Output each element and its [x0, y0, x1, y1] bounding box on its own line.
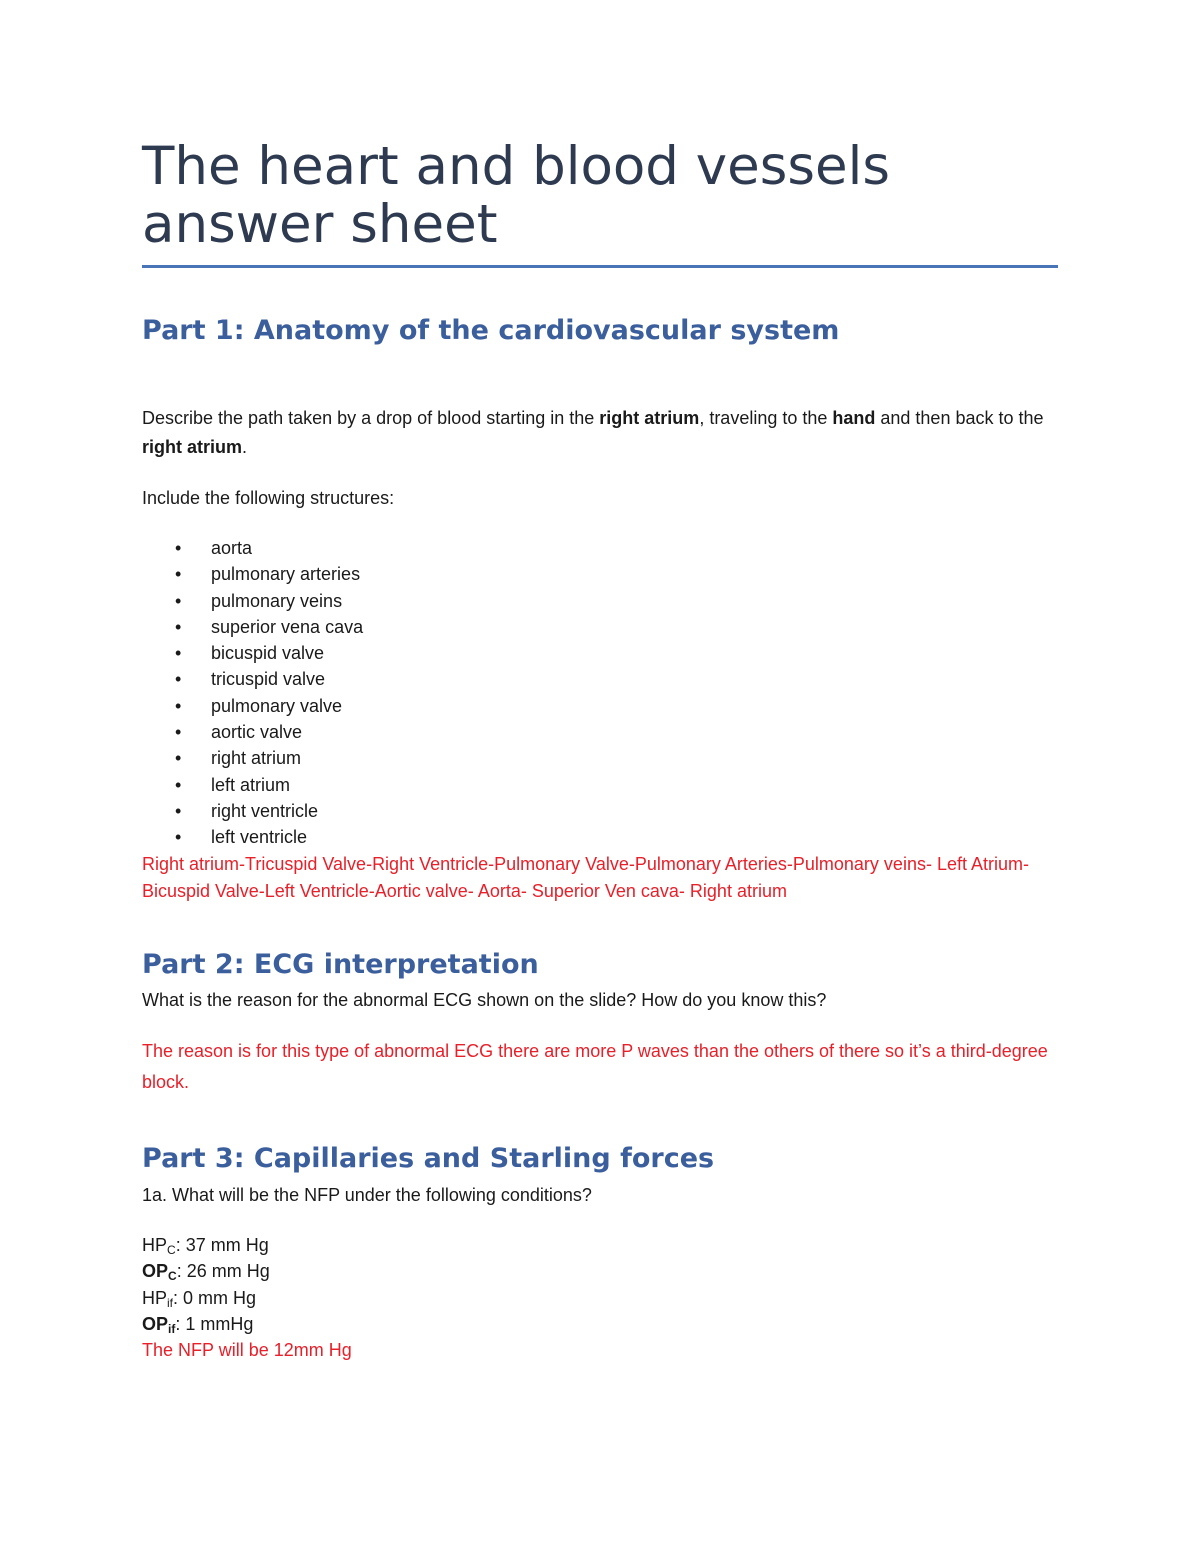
list-item [142, 745, 363, 771]
list-item [142, 561, 363, 587]
list-item [142, 772, 363, 798]
bullet-icon: • [175, 590, 182, 611]
bullet-icon: • [175, 538, 182, 558]
part3-answer: The NFP will be 12mm Hg [142, 1340, 352, 1360]
question-text: , traveling to the [699, 408, 833, 428]
condition-subscript: C [168, 1269, 177, 1283]
structure-label: pulmonary arteries [211, 564, 361, 585]
condition-value: : 0 mm Hg [173, 1288, 257, 1308]
part2-question: What is the reason for the abnormal ECG shown on the slide? How do you know this? [142, 990, 827, 1010]
bold-right-atrium: right atrium [142, 437, 243, 457]
condition-label: HP [142, 1288, 168, 1308]
condition-label: HP [142, 1235, 168, 1255]
structure-label: superior vena cava [211, 616, 364, 637]
list-item [142, 798, 363, 824]
list-item [142, 719, 363, 745]
list-item [142, 614, 363, 640]
structure-label: pulmonary valve [211, 695, 343, 716]
document-title: The heart and blood vessels answer sheet [142, 136, 890, 255]
part3-heading: Part 3: Capillaries and Starling forces [142, 1143, 715, 1174]
bullet-icon: • [175, 827, 182, 848]
structure-label: left atrium [211, 774, 291, 795]
structure-label: right ventricle [211, 800, 319, 821]
condition-value: : 26 mm Hg [176, 1261, 270, 1281]
part1-heading: Part 1: Anatomy of the cardiovascular system [142, 315, 840, 346]
include-instruction: Include the following structures: [142, 488, 395, 508]
part1-answer: Right atrium-Tricuspid Valve-Right Ventricle-Pulmonary Valve-Pulmonary Arteries-Pulmonary veins- Left Atrium-Bicuspid Valve-Left Ventricle-Aortic valve- Aorta- Superior Ven cava- Right atrium [142, 854, 1029, 901]
question-text: Describe the path taken by a drop of blood starting in the [142, 408, 600, 428]
bullet-icon: • [175, 669, 182, 690]
structure-label: tricuspid valve [211, 669, 326, 690]
list-item [142, 666, 363, 692]
condition-subscript: if [167, 1296, 174, 1310]
structure-label: left ventricle [211, 827, 308, 848]
bullet-icon: • [175, 643, 182, 664]
bullet-icon: • [175, 748, 182, 769]
condition-label: OP [142, 1261, 169, 1281]
structure-label: pulmonary veins [211, 590, 343, 611]
title-underline [142, 265, 1058, 268]
part2-heading: Part 2: ECG interpretation [142, 949, 539, 980]
bullet-icon: • [175, 616, 182, 637]
part1-question [142, 404, 1062, 462]
bullet-icon: • [175, 722, 182, 743]
list-item [142, 588, 363, 614]
structure-label: bicuspid valve [211, 643, 325, 664]
structure-label: aorta [211, 538, 253, 558]
bold-hand: hand [832, 408, 876, 428]
bullet-icon: • [175, 695, 182, 716]
bullet-icon: • [175, 800, 182, 821]
part2-answer: The reason is for this type of abnormal ECG there are more P waves than the others of there so it’s a third-degree block. [142, 1041, 1048, 1092]
list-item [142, 535, 363, 561]
structure-label: aortic valve [211, 722, 303, 743]
list-item [142, 824, 363, 850]
question-text: . [242, 437, 248, 457]
condition-value: : 1 mmHg [175, 1314, 254, 1334]
list-item [142, 640, 363, 666]
list-item [142, 693, 363, 719]
structure-label: right atrium [211, 748, 302, 769]
structures-list [142, 535, 363, 851]
question-text: and then back to the [875, 408, 1044, 428]
bold-right-atrium: right atrium [599, 408, 700, 428]
bullet-icon: • [175, 564, 182, 585]
part3-question: 1a. What will be the NFP under the following conditions? [142, 1185, 592, 1205]
condition-subscript: C [167, 1243, 176, 1257]
condition-subscript: if [168, 1322, 176, 1336]
condition-value: : 37 mm Hg [175, 1235, 269, 1255]
condition-label: OP [142, 1314, 169, 1334]
bullet-icon: • [175, 774, 182, 795]
